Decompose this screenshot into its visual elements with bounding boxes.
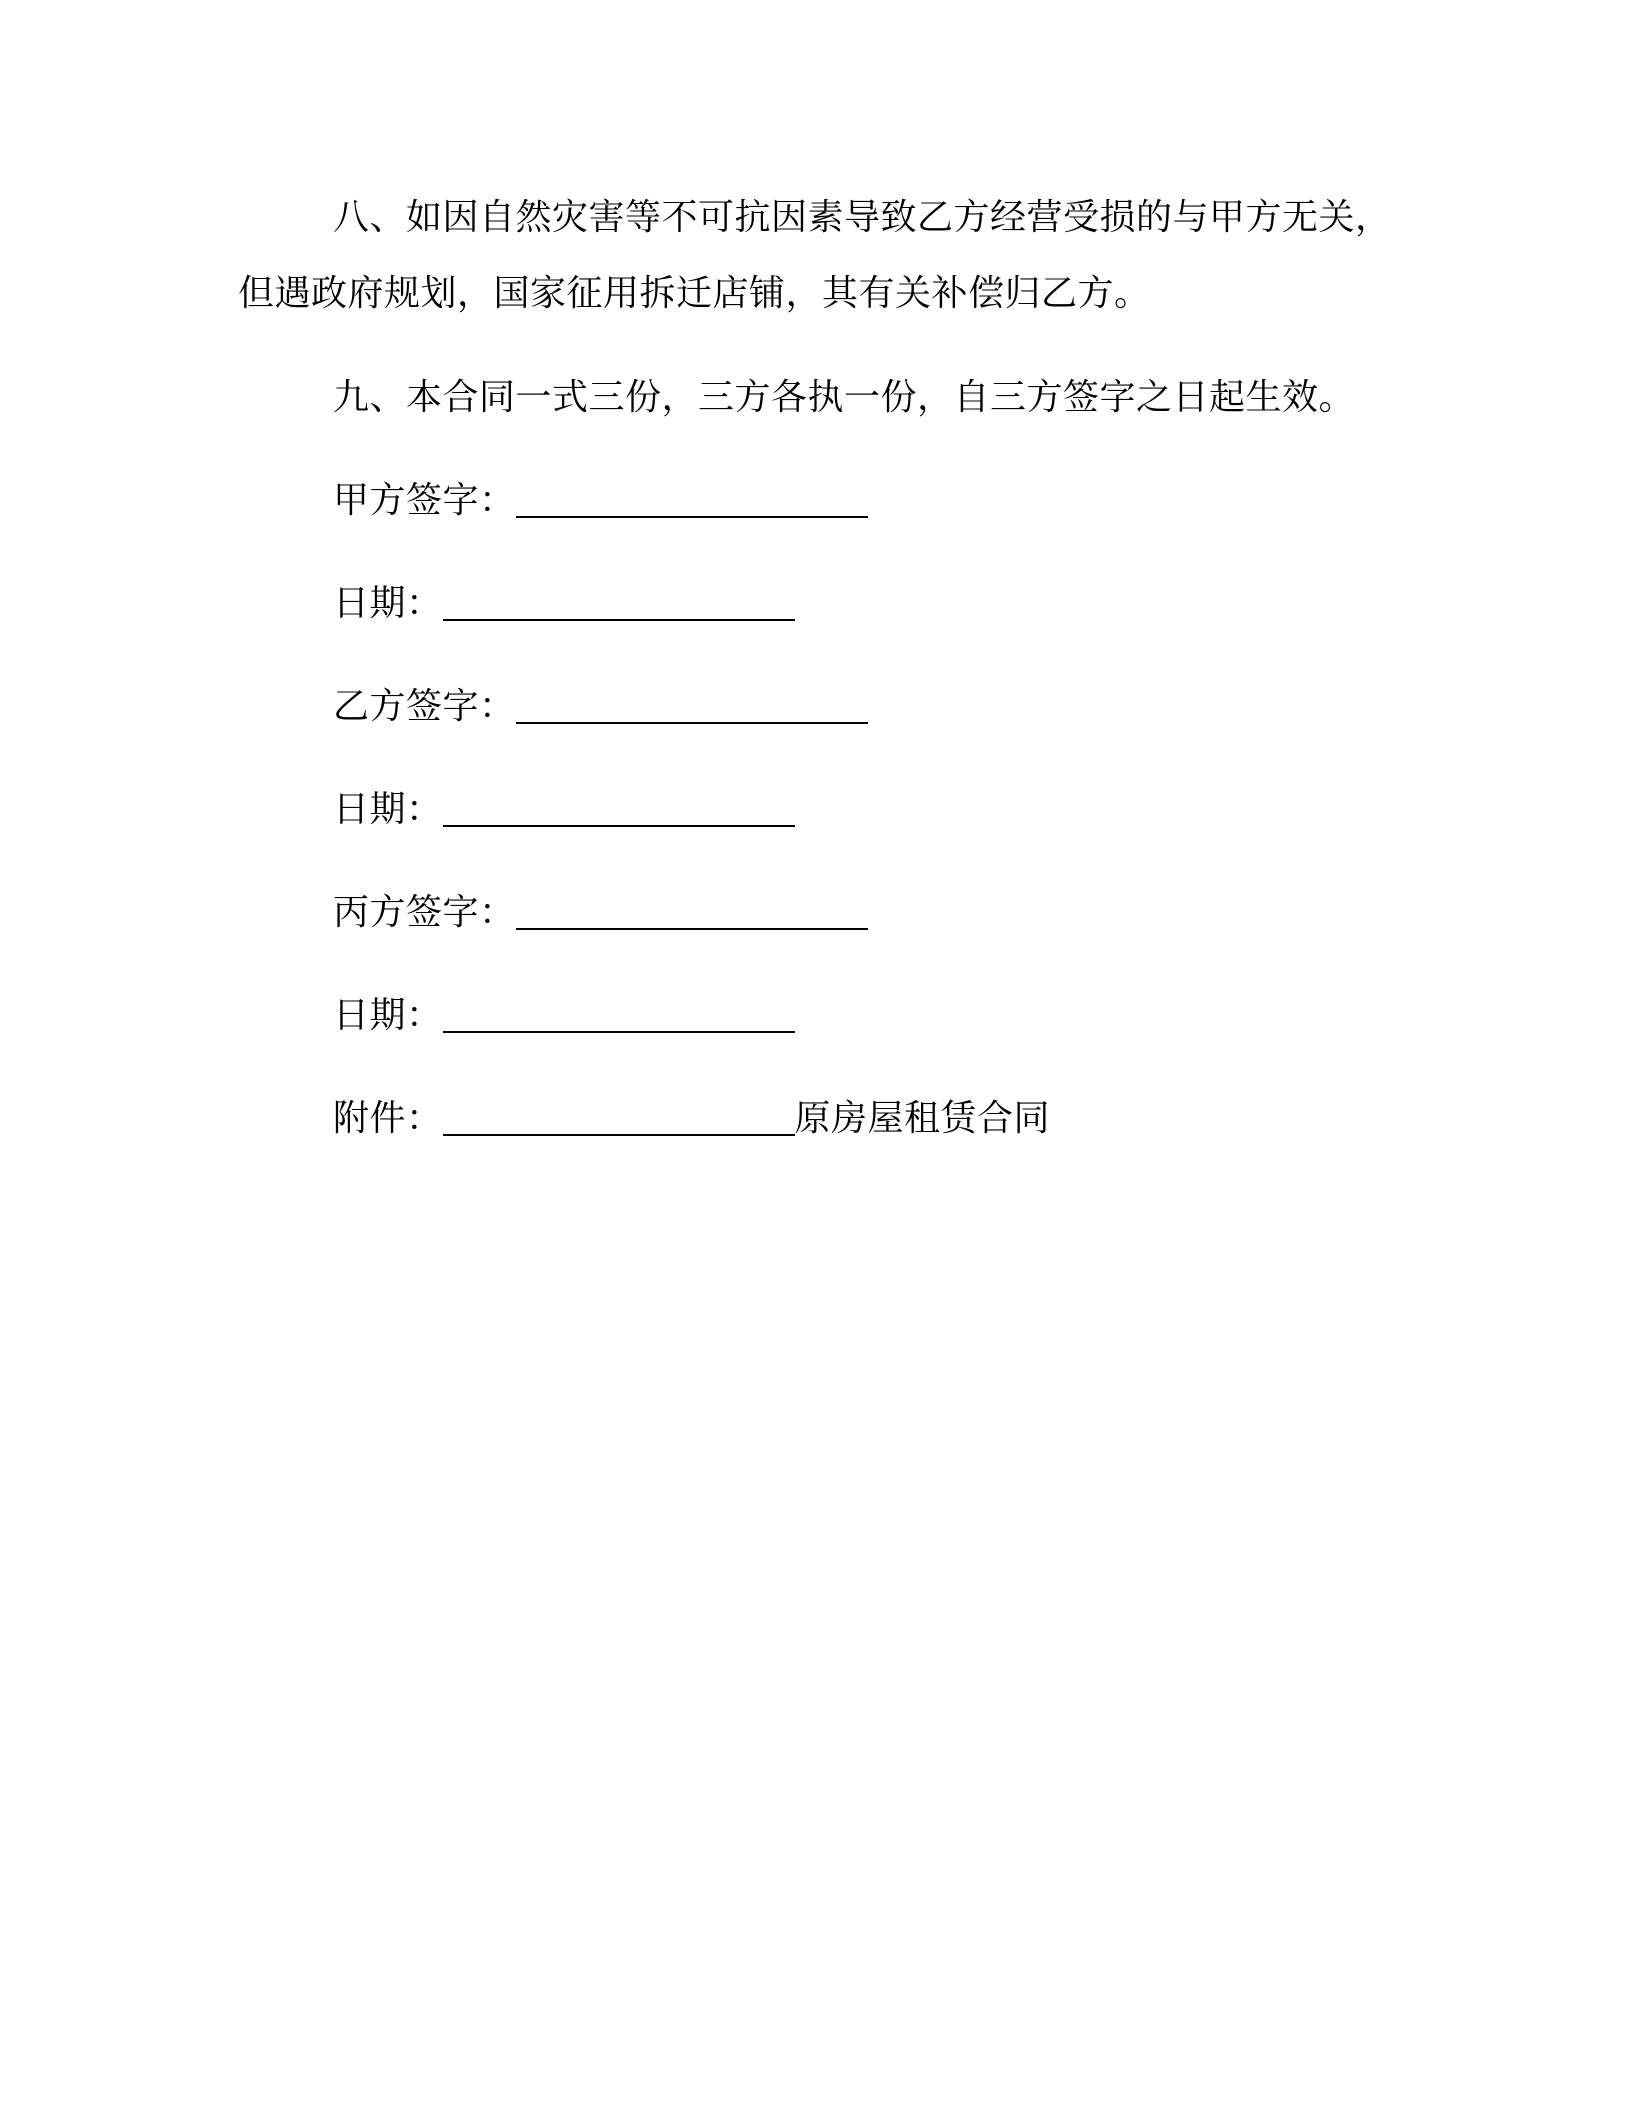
party-b-date-label: 日期： — [333, 789, 443, 830]
party-c-signature-label: 丙方签字： — [333, 892, 516, 933]
attachment-blank[interactable] — [443, 1098, 795, 1136]
party-a-date-label: 日期： — [333, 583, 443, 624]
attachment-row — [333, 1095, 1050, 1143]
party-b-signature-blank[interactable] — [516, 686, 868, 724]
party-c-date-row — [333, 992, 795, 1040]
clause-8-line-1: 八、如因自然灾害等不可抗因素导致乙方经营受损的与甲方无关， — [333, 197, 1392, 238]
party-a-signature-row — [333, 477, 868, 525]
party-a-date-row — [333, 580, 795, 628]
clause-9: 九、本合同一式三份，三方各执一份，自三方签字之日起生效。 — [333, 377, 1356, 418]
attachment-label: 附件： — [333, 1098, 443, 1139]
party-c-date-blank[interactable] — [443, 995, 795, 1033]
party-a-signature-blank[interactable] — [516, 480, 868, 518]
party-b-signature-row — [333, 683, 868, 731]
party-a-date-blank[interactable] — [443, 583, 795, 621]
party-a-signature-label: 甲方签字： — [333, 480, 516, 521]
party-b-date-blank[interactable] — [443, 789, 795, 827]
party-b-date-row — [333, 786, 795, 834]
attachment-suffix: 原房屋租赁合同 — [794, 1098, 1051, 1139]
party-c-signature-blank[interactable] — [516, 892, 868, 930]
party-c-signature-row — [333, 889, 868, 937]
party-c-date-label: 日期： — [333, 995, 443, 1036]
clause-8-line-2: 但遇政府规划，国家征用拆迁店铺，其有关补偿归乙方。 — [238, 273, 1151, 314]
party-b-signature-label: 乙方签字： — [333, 686, 516, 727]
